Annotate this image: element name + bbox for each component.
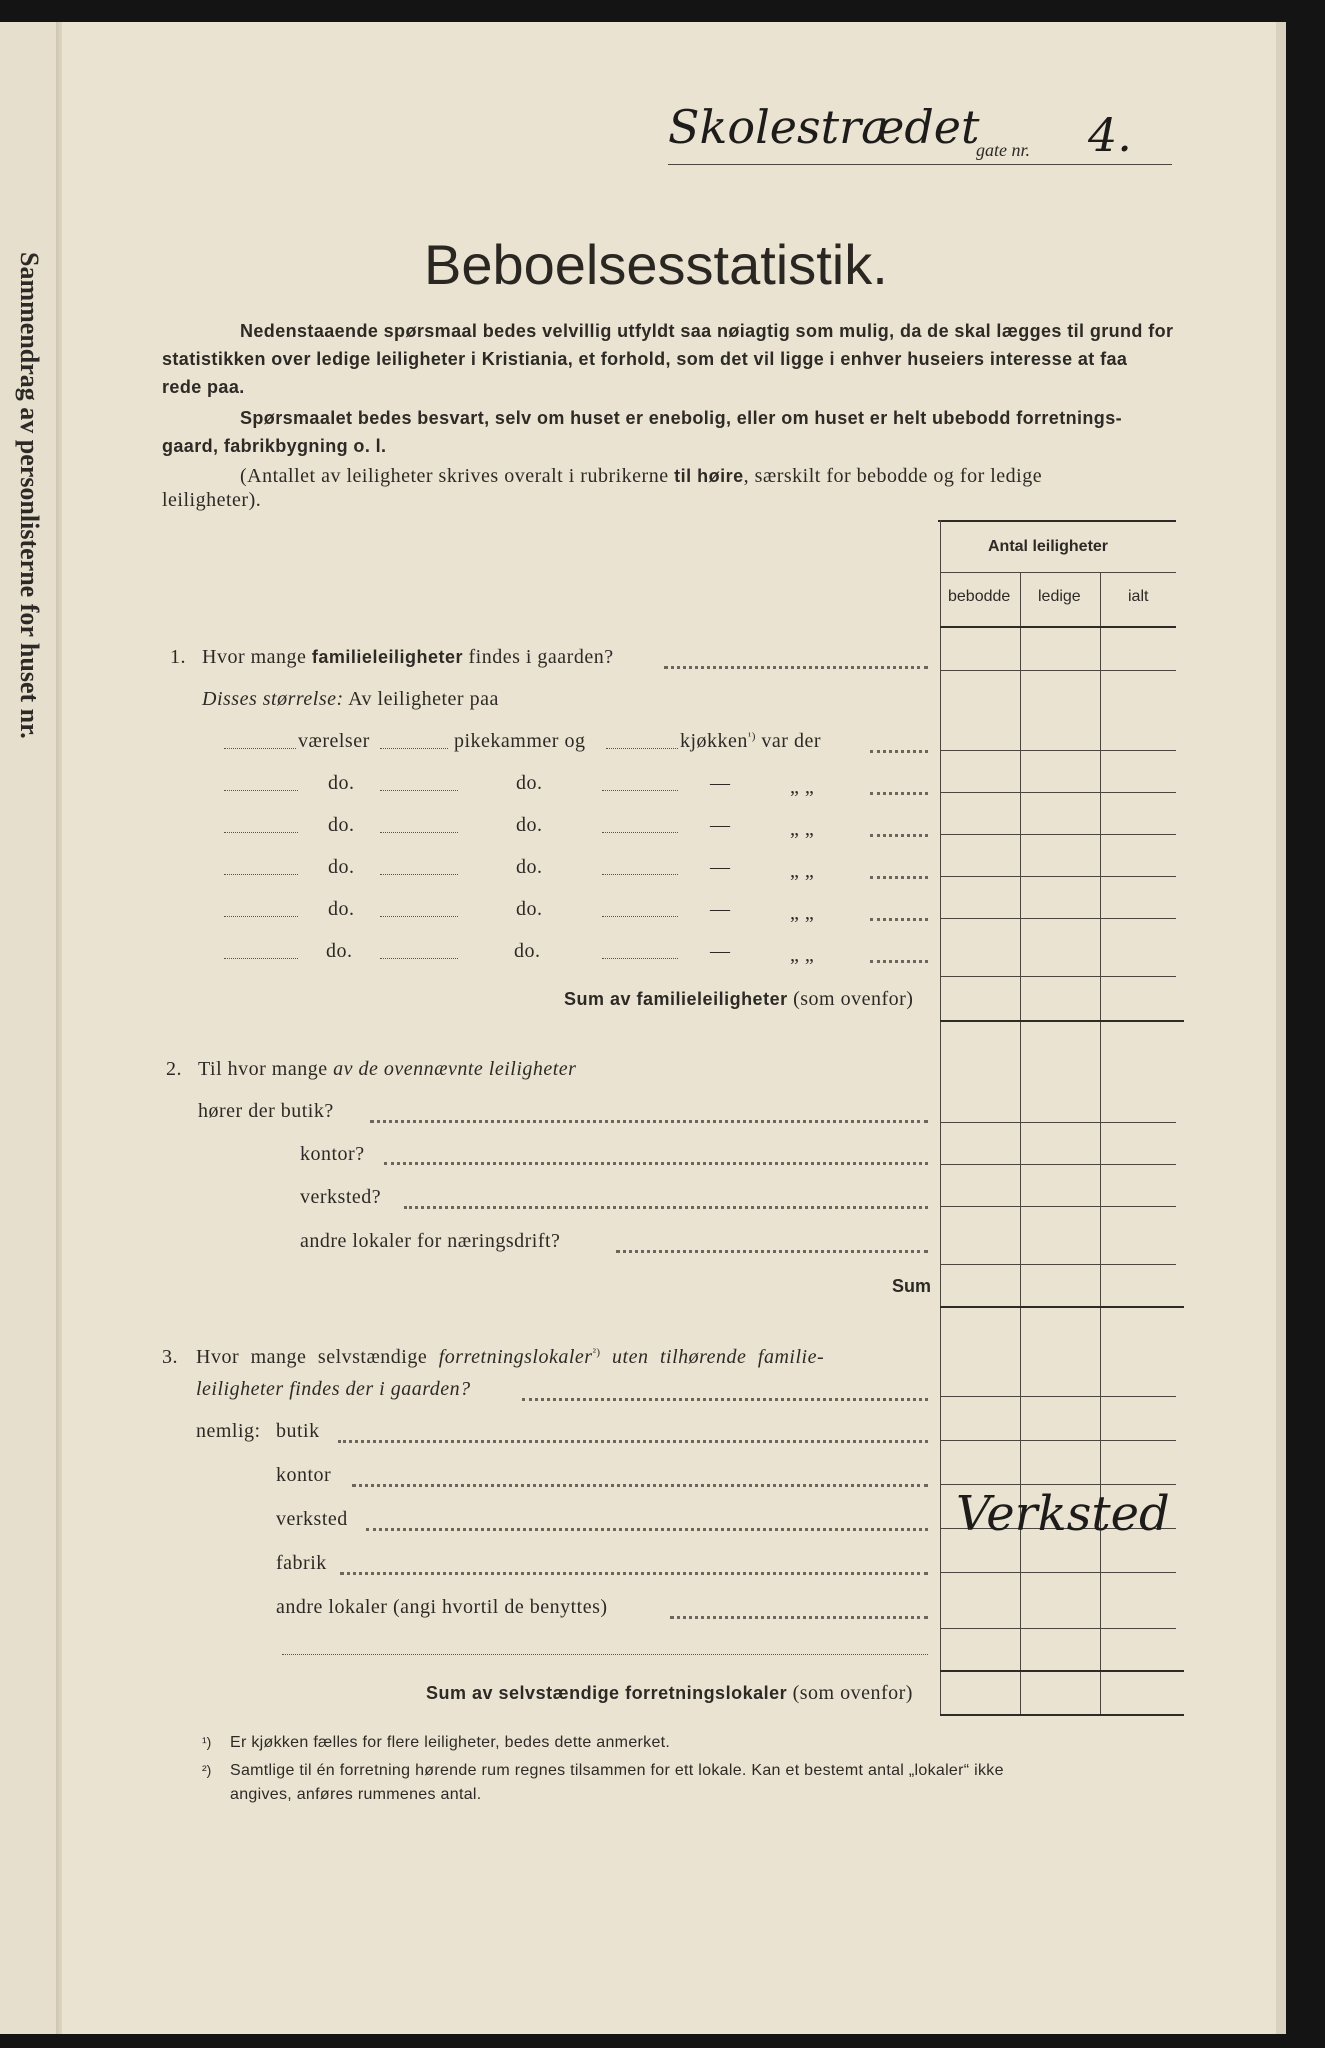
blank <box>380 832 458 833</box>
footnote-2-mark: ²) <box>202 1762 212 1778</box>
row-line <box>940 1396 1176 1397</box>
q1-subheading <box>202 688 499 711</box>
q3-text-a: Hvor mange selvstændige <box>196 1346 428 1368</box>
q3-item-fabrik: fabrik <box>276 1552 327 1574</box>
do-label: do. <box>328 856 355 878</box>
blank <box>380 916 458 917</box>
dash: — <box>710 898 731 920</box>
row-line <box>940 1440 1176 1441</box>
do-label: do. <box>328 814 355 836</box>
row-line <box>940 670 1176 671</box>
leader-dots <box>870 918 928 921</box>
ditto-marks: „ „ <box>790 776 815 798</box>
footnote-2-line1: Samtlige til én forretning hørende rum regnes tilsammen for ett lokale. Kan et bestemt antal „lokaler“ ikke <box>230 1762 1004 1779</box>
sum1-rule <box>940 1020 1184 1022</box>
q3-item-andre: andre lokaler (angi hvortil de benyttes) <box>276 1596 608 1618</box>
row-line <box>940 1164 1176 1165</box>
row-line <box>940 750 1176 751</box>
street-underline <box>668 164 1172 165</box>
table-header-rule <box>940 572 1176 573</box>
intro-p3-line2: leiligheter). <box>162 489 262 511</box>
q1-text <box>202 646 614 669</box>
q2-text <box>198 1058 576 1081</box>
row-line <box>940 976 1176 977</box>
leader-dots <box>366 1528 928 1531</box>
footnote-2-line2: angives, anføres rummenes antal. <box>230 1786 482 1803</box>
kjokken-footnote-mark: ¹) <box>747 730 756 743</box>
q3-text-c: uten tilhørende familie- <box>612 1346 825 1368</box>
blank <box>224 916 298 917</box>
leader-dots <box>870 792 928 795</box>
ditto-marks: „ „ <box>790 860 815 882</box>
footnote-1-mark: ¹) <box>202 1734 212 1750</box>
q3-sum <box>426 1682 913 1705</box>
gate-nr-label: gate nr. <box>976 140 1030 160</box>
do-label: do. <box>516 814 543 836</box>
blank-kitchens <box>606 748 678 749</box>
leader-dots <box>670 1616 928 1619</box>
label-pikekammer: pikekammer og <box>454 730 586 752</box>
q3-text-line1 <box>196 1346 824 1369</box>
blank <box>602 958 678 959</box>
leader-dots <box>404 1206 928 1209</box>
leader-dots <box>664 666 928 669</box>
do-label: do. <box>328 772 355 794</box>
q3-nemlig: nemlig: <box>196 1420 261 1442</box>
row-line <box>940 918 1176 919</box>
intro-p3-b: til høire <box>674 466 744 486</box>
col-divider-1 <box>1020 572 1021 1716</box>
q1-sub-italic: Disses størrelse: <box>202 688 344 710</box>
q3-text-line2: leiligheter findes der i gaarden? <box>196 1378 471 1400</box>
q3-item-verksted: verksted <box>276 1508 348 1530</box>
do-label: do. <box>326 940 353 962</box>
intro-p2-line2: gaard, fabrikbygning o. l. <box>162 436 387 456</box>
sum2-rule <box>940 1306 1184 1308</box>
blank <box>602 790 678 791</box>
blank <box>224 958 298 959</box>
ditto-marks: „ „ <box>790 902 815 924</box>
dash: — <box>710 940 731 962</box>
label-vaerelser: værelser <box>298 730 370 752</box>
table-title: Antal leiligheter <box>988 538 1109 555</box>
row-line <box>940 876 1176 877</box>
blank <box>602 874 678 875</box>
kjokken-text: kjøkken <box>680 730 748 752</box>
blank <box>380 958 458 959</box>
leader-dots <box>616 1250 928 1253</box>
intro-p3-line1 <box>240 465 1042 488</box>
intro-p1-line3: rede paa. <box>162 377 245 397</box>
q1-text-a: Hvor mange <box>202 646 307 668</box>
page-title: Beboelsesstatistik. <box>424 233 888 296</box>
blank <box>380 874 458 875</box>
q2-item-kontor: kontor? <box>300 1143 365 1165</box>
blank-maid-rooms <box>380 748 448 749</box>
do-label: do. <box>514 940 541 962</box>
leader-dots <box>338 1440 928 1443</box>
q1-sub-rest: Av leiligheter paa <box>348 688 499 710</box>
q2-text-b: av de ovennævnte leiligheter <box>333 1058 577 1080</box>
leader-dots <box>870 960 928 963</box>
intro-p1-line1: Nedenstaaende spørsmaal bedes velvillig utfyldt saa nøiagtig som mulig, da de skal lægges til grund for <box>240 321 1174 341</box>
q3-sum-a: Sum av selvstændige forretningslokaler <box>426 1683 788 1703</box>
do-label: do. <box>516 772 543 794</box>
blank <box>602 832 678 833</box>
q2-text-a: Til hvor mange <box>198 1058 328 1080</box>
leader-dots <box>522 1398 928 1401</box>
intro-p1-line2: statistikken over ledige leiligheter i Kristiania, et forhold, som det vil ligge i enhver huseiers interesse at faa <box>162 349 1128 369</box>
blank <box>380 790 458 791</box>
previous-page-edge <box>0 22 64 2034</box>
row-line <box>940 1264 1176 1265</box>
sum3-rule <box>940 1670 1184 1672</box>
side-margin-text: Sammendrag av personlisterne for huset nr. <box>15 252 44 739</box>
q3-number: 3. <box>162 1346 178 1368</box>
q3-text-b: forretningslokaler <box>438 1346 593 1368</box>
right-page-edge <box>1276 22 1286 2034</box>
blank <box>602 916 678 917</box>
do-label: do. <box>328 898 355 920</box>
street-name-handwritten: Skolestrædet <box>668 100 980 154</box>
q2-item-verksted: verksted? <box>300 1186 382 1208</box>
dash: — <box>710 772 731 794</box>
leader-dots <box>870 876 928 879</box>
intro-p3-a: (Antallet av leiligheter skrives overalt i rubrikerne <box>240 465 669 487</box>
do-label: do. <box>516 898 543 920</box>
row-line <box>940 1484 1176 1485</box>
do-label: do. <box>516 856 543 878</box>
col-divider-2 <box>1100 572 1101 1716</box>
q2-number: 2. <box>166 1058 182 1080</box>
leader-dots <box>352 1484 928 1487</box>
blank <box>224 874 298 875</box>
table-header-bottom <box>940 626 1176 628</box>
dash: — <box>710 814 731 836</box>
house-number-handwritten: 4. <box>1088 108 1132 162</box>
footnote-1: Er kjøkken fælles for flere leiligheter, bedes dette anmerket. <box>230 1734 671 1751</box>
col-ledige: ledige <box>1038 588 1081 605</box>
q2-item-butik: hører der butik? <box>198 1100 334 1122</box>
leader-dots <box>384 1162 928 1165</box>
intro-p3-c: , særskilt for bebodde og for ledige <box>743 465 1043 487</box>
q2-sum: Sum <box>892 1276 932 1296</box>
q3-item-butik: butik <box>276 1420 320 1442</box>
var-der-text: var der <box>761 730 821 752</box>
q3-sum-b: (som ovenfor) <box>792 1682 913 1704</box>
row-line <box>940 834 1176 835</box>
q3-item-kontor: kontor <box>276 1464 332 1486</box>
q2-item-andre: andre lokaler for næringsdrift? <box>300 1230 561 1252</box>
row-line <box>940 1572 1176 1573</box>
q1-number: 1. <box>170 646 186 668</box>
ditto-marks: „ „ <box>790 818 815 840</box>
q1-text-c: findes i gaarden? <box>468 646 614 668</box>
q3-extra-blank <box>282 1654 928 1655</box>
table-top-rule <box>938 520 1176 522</box>
row-line <box>940 792 1176 793</box>
leader-dots <box>870 750 928 753</box>
q3-handwritten-answer: Verksted <box>956 1486 1170 1542</box>
col-ialt: ialt <box>1128 588 1149 605</box>
q1-text-b: familieleiligheter <box>311 647 463 667</box>
dash: — <box>710 856 731 878</box>
leader-dots <box>370 1120 928 1123</box>
leader-dots <box>870 834 928 837</box>
blank-rooms <box>224 748 296 749</box>
col-bebodde: bebodde <box>948 588 1011 605</box>
row-line <box>940 1206 1176 1207</box>
label-kjokken <box>680 730 821 753</box>
blank <box>224 790 298 791</box>
blank <box>224 832 298 833</box>
row-line <box>940 1628 1176 1629</box>
row-line <box>940 1122 1176 1123</box>
leader-dots <box>340 1572 928 1575</box>
q1-sum-b: (som ovenfor) <box>793 988 914 1010</box>
table-left-rule <box>940 520 941 1716</box>
q1-sum-a: Sum av familieleiligheter <box>564 989 788 1009</box>
table-bottom-rule <box>940 1714 1184 1716</box>
q3-sup: ²) <box>592 1346 601 1359</box>
ditto-marks: „ „ <box>790 944 815 966</box>
intro-p2-line1: Spørsmaalet bedes besvart, selv om huset er enebolig, eller om huset er helt ubebodd forretnings- <box>240 408 1123 428</box>
q1-sum <box>564 988 913 1011</box>
